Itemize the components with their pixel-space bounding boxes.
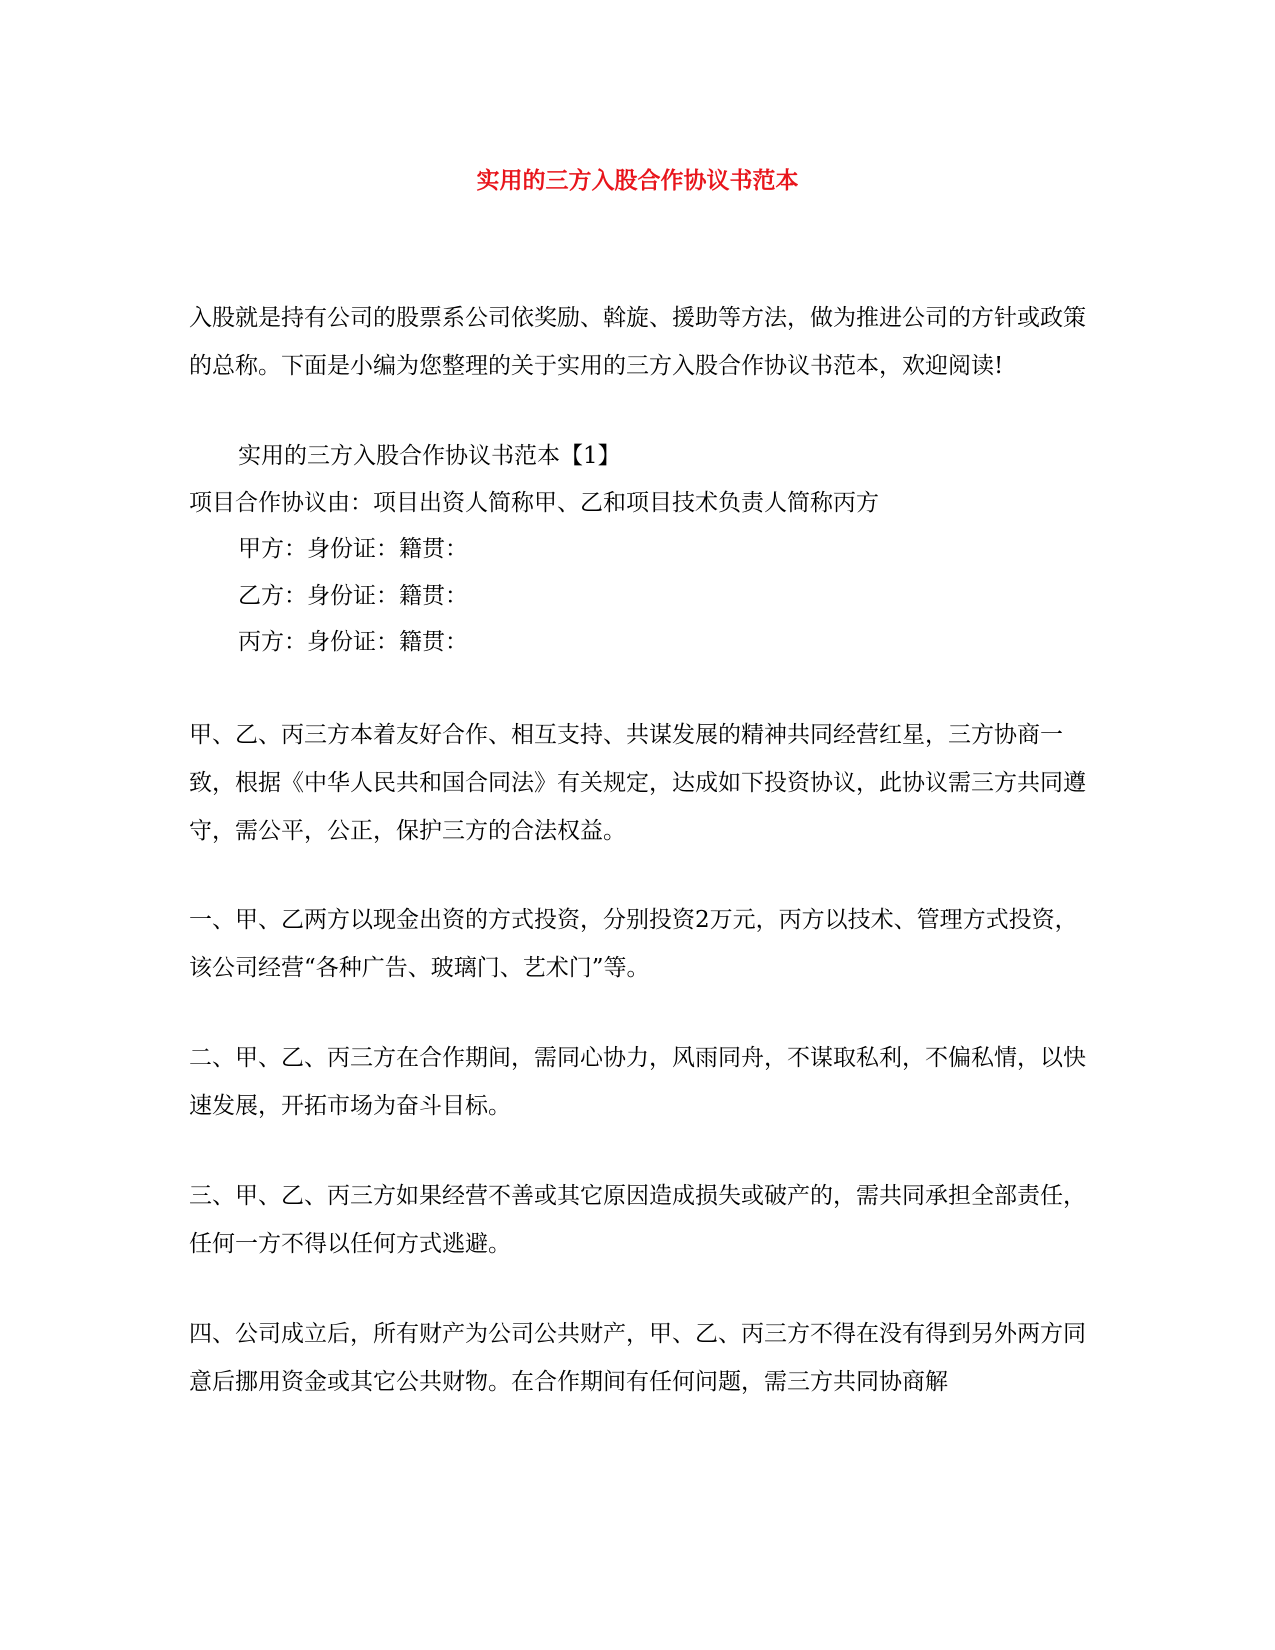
clause-2: 二、甲、乙、丙三方在合作期间，需同心协力，风雨同舟，不谋取私利，不偏私情，以快速发展，开拓市场为奋斗目标。 — [189, 1045, 1086, 1119]
document-title: 实用的三方入股合作协议书范本 — [476, 167, 799, 194]
clause-3: 三、甲、乙、丙三方如果经营不善或其它原因造成损失或破产的，需共同承担全部责任，任何一方不得以任何方式逃避。 — [189, 1183, 1086, 1257]
party-a-line: 甲方：身份证：籍贯： — [238, 536, 468, 562]
section-heading: 实用的三方入股合作协议书范本【1】 — [238, 443, 621, 469]
clause-4: 四、公司成立后，所有财产为公司公共财产，甲、乙、丙三方不得在没有得到另外两方同意后挪用资金或其它公共财物。在合作期间有任何问题，需三方共同协商解 — [189, 1321, 1086, 1395]
preamble-paragraph: 甲、乙、丙三方本着友好合作、相互支持、共谋发展的精神共同经营红星，三方协商一致，根据《中华人民共和国合同法》有关规定，达成如下投资协议，此协议需三方共同遵守，需公平，公正，保护三方的合法权益。 — [189, 722, 1086, 844]
party-c-line: 丙方：身份证：籍贯： — [238, 629, 468, 655]
parties-intro: 项目合作协议由：项目出资人简称甲、乙和项目技术负责人简称丙方 — [189, 490, 879, 516]
party-b-line: 乙方：身份证：籍贯： — [238, 583, 468, 609]
clause-1: 一、甲、乙两方以现金出资的方式投资，分别投资2万元，丙方以技术、管理方式投资，该公司经营“各种广告、玻璃门、艺术门”等。 — [189, 907, 1078, 981]
intro-paragraph: 入股就是持有公司的股票系公司依奖励、斡旋、援助等方法，做为推进公司的方针或政策的总称。下面是小编为您整理的关于实用的三方入股合作协议书范本，欢迎阅读! — [189, 305, 1086, 379]
